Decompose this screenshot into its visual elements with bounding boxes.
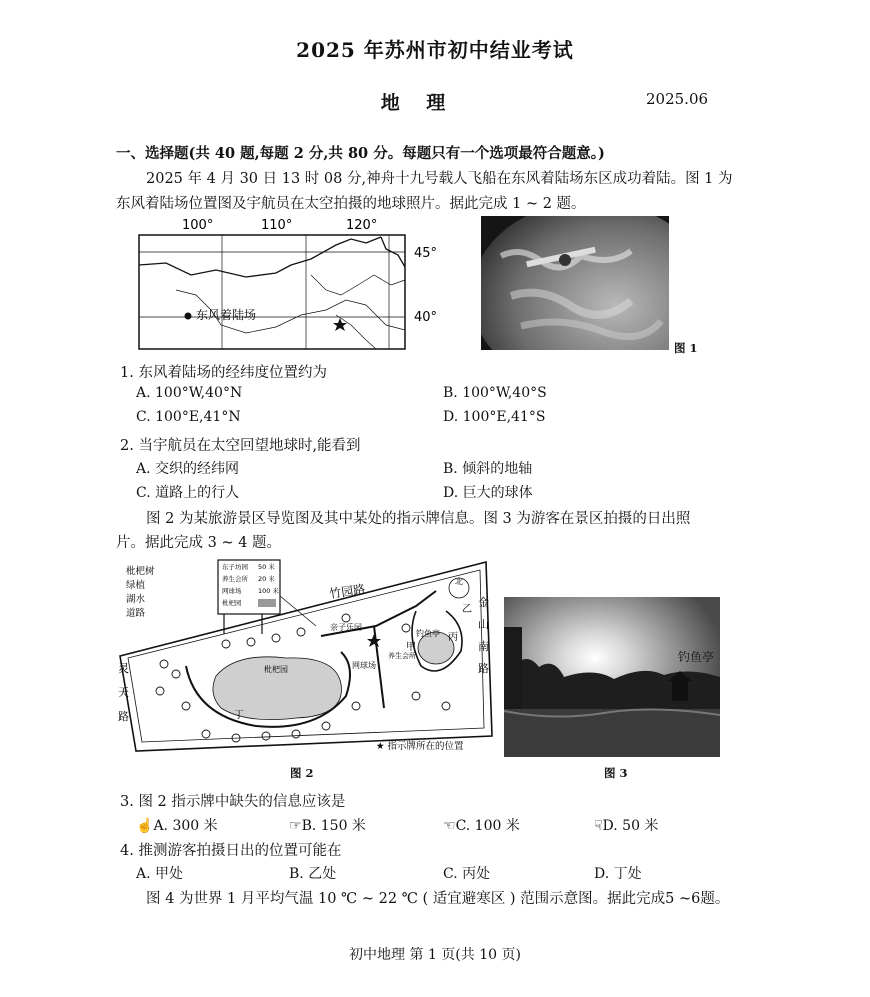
q4-option-a[interactable]: A. 甲处 <box>136 866 184 882</box>
hand-right-icon: ☞ <box>289 818 302 834</box>
hand-up-icon: ☝ <box>136 818 154 834</box>
svg-text:20 米: 20 米 <box>258 575 275 583</box>
q4-stem: 4. 推测游客拍摄日出的位置可能在 <box>120 843 342 859</box>
north-arrow-label: 北 <box>455 577 463 586</box>
intro1-line2: 东风着陆场位置图及宇航员在太空拍摄的地球照片。据此完成 1 ~ 2 题。 <box>116 196 586 212</box>
q4-option-b[interactable]: B. 乙处 <box>289 866 337 882</box>
legend-green: 绿植 <box>126 580 146 591</box>
point-bing: 丙 <box>448 632 458 643</box>
q2-option-b[interactable]: B. 倾斜的地轴 <box>443 461 533 477</box>
svg-text:金山南路: 金山南路 <box>478 596 489 675</box>
svg-text:灵天路: 灵天路 <box>118 662 129 723</box>
exam-title: 2025 年苏州市初中结业考试 <box>296 38 574 62</box>
q1-option-b[interactable]: B. 100°W,40°S <box>443 385 547 401</box>
q3-option-a[interactable]: ☝A. 300 米 <box>136 818 218 834</box>
exam-date: 2025.06 <box>646 90 709 108</box>
figure3-caption: 图 3 <box>604 766 628 780</box>
star-note: ★ 指示牌所在的位置 <box>376 741 464 752</box>
intro1-line1: 2025 年 4 月 30 日 13 时 08 分,神舟十九号载人飞船在东风着陆场东区成功着陆。图 1 为 <box>146 171 733 187</box>
place-loquat: 枇杷园 <box>264 665 288 674</box>
lon-label-120: 120° <box>346 218 378 233</box>
q3-option-c[interactable]: ☜C. 100 米 <box>443 818 520 834</box>
dongfeng-label: 东风着陆场 <box>196 308 257 322</box>
lon-label-110: 110° <box>261 218 293 233</box>
legend-tree: 枇杷树 <box>126 566 155 577</box>
lat-label-40: 40° <box>414 310 438 325</box>
place-qinzi: 亲子乐园 <box>330 623 362 632</box>
q4-option-c[interactable]: C. 丙处 <box>443 866 491 882</box>
place-tennis: 网球场 <box>352 661 376 670</box>
lon-label-100: 100° <box>182 218 214 233</box>
q1-option-d[interactable]: D. 100°E,41°S <box>443 409 546 425</box>
lat-label-45: 45° <box>414 246 438 261</box>
q3-option-d[interactable]: ☟D. 50 米 <box>594 818 659 834</box>
figure1-map <box>136 215 446 355</box>
dongfeng-point <box>185 313 192 320</box>
road-lingtian <box>118 662 129 723</box>
q1-option-a[interactable]: A. 100°W,40°N <box>136 385 243 401</box>
point-yi: 乙 <box>462 604 472 615</box>
figure1-earth-photo <box>481 216 669 350</box>
q2-option-a[interactable]: A. 交织的经纬网 <box>136 461 240 477</box>
section-heading: 一、选择题(共 40 题,每题 2 分,共 80 分。每题只有一个选项最符合题意。) <box>116 145 605 162</box>
legend-lake: 湖水 <box>126 594 146 605</box>
capital-star <box>333 318 347 331</box>
figure2-caption: 图 2 <box>290 766 314 780</box>
missing-info-box <box>258 599 276 607</box>
intro2-line2: 片。据此完成 3 ~ 4 题。 <box>116 535 282 551</box>
svg-text:枇杷园: 枇杷园 <box>222 599 242 607</box>
q1-stem: 1. 东风着陆场的经纬度位置约为 <box>120 365 327 381</box>
intro3-line1: 图 4 为世界 1 月平均气温 10 ℃ ~ 22 ℃ ( 适宜避寒区 ) 范围示意图。据此完成5 ~6题。 <box>146 891 730 907</box>
q2-option-d[interactable]: D. 巨大的球体 <box>443 485 533 501</box>
q4-option-d[interactable]: D. 丁处 <box>594 866 642 882</box>
place-fishing: 钓鱼亭 <box>416 629 440 638</box>
q1-option-c[interactable]: C. 100°E,41°N <box>136 409 241 425</box>
subject-title: 地 理 <box>380 92 456 114</box>
point-jia: 甲 <box>406 642 416 653</box>
road-zhuyuan: 竹园路 <box>328 582 367 601</box>
earth-photo-drawing <box>481 216 669 350</box>
svg-text:养生会所: 养生会所 <box>222 575 248 583</box>
map-legend <box>126 565 155 619</box>
svg-text:网球场: 网球场 <box>222 587 242 595</box>
svg-text:100 米: 100 米 <box>258 587 279 595</box>
q3-stem: 3. 图 2 指示牌中缺失的信息应该是 <box>120 794 346 810</box>
page-footer: 初中地理 第 1 页(共 10 页) <box>349 947 521 963</box>
national-border <box>139 237 381 277</box>
q3-option-b[interactable]: ☞B. 150 米 <box>289 818 366 834</box>
pavilion-label: 钓鱼亭 <box>678 650 715 664</box>
figure1-caption: 图 1 <box>674 341 698 355</box>
svg-text:50 米: 50 米 <box>258 563 275 571</box>
legend-road: 道路 <box>126 608 146 619</box>
svg-text:东子坊园: 东子坊园 <box>222 563 248 571</box>
hand-down-icon: ☟ <box>594 818 603 834</box>
q2-option-c[interactable]: C. 道路上的行人 <box>136 485 240 501</box>
point-ding: 丁 <box>234 710 244 721</box>
road-jinshan <box>478 595 489 675</box>
sunrise-photo-drawing <box>504 597 720 757</box>
place-spa: 养生会所 <box>388 652 416 660</box>
province-border-2 <box>311 275 405 295</box>
province-border-3 <box>336 315 376 349</box>
hand-left-icon: ☜ <box>443 818 456 834</box>
figure3-sunrise-photo <box>504 597 720 757</box>
figure2-map <box>116 556 496 756</box>
q2-stem: 2. 当宇航员在太空回望地球时,能看到 <box>120 438 361 454</box>
intro2-line1: 图 2 为某旅游景区导览图及其中某处的指示牌信息。图 3 为游客在景区拍摄的日出照 <box>146 511 691 527</box>
signboard-star <box>367 634 381 647</box>
earth-globe <box>481 216 669 350</box>
pavilion <box>672 679 688 701</box>
